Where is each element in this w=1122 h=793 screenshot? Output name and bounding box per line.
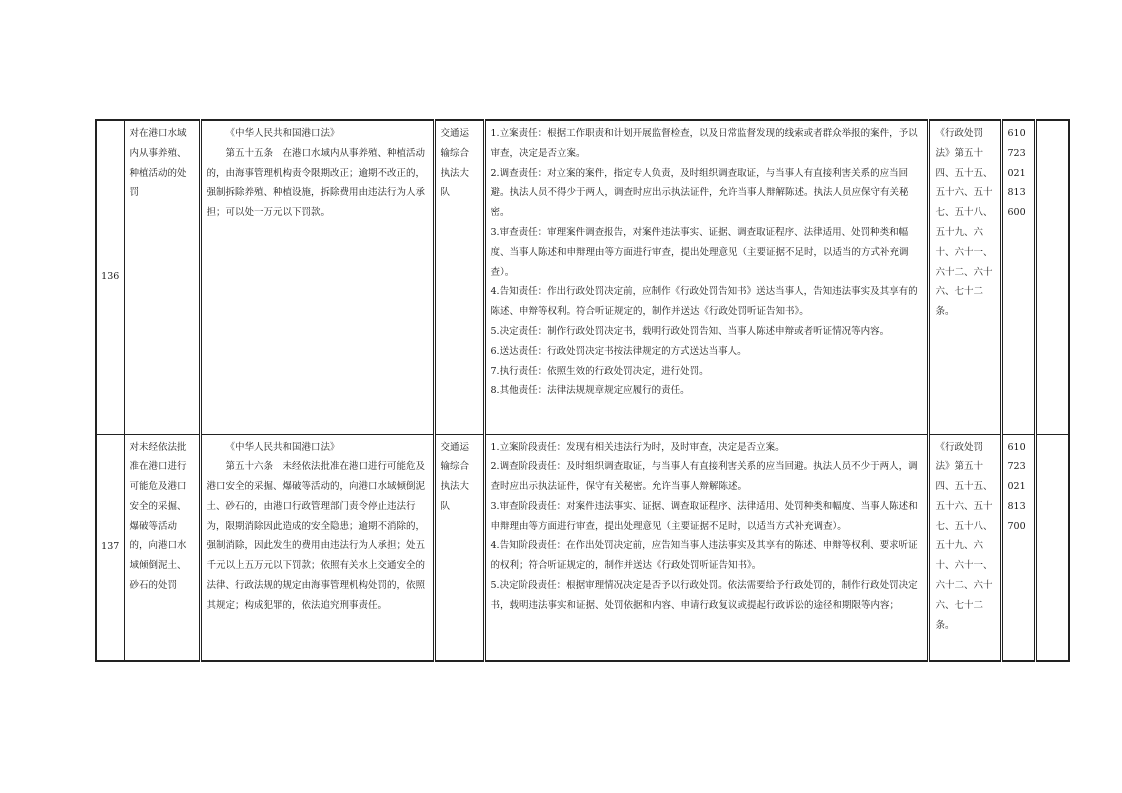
responsibilities-cell xyxy=(484,120,928,434)
item-number: 137 xyxy=(96,434,124,661)
responsibility-item: 6.送达责任：行政处罚决定书按法律规定的方式送达当事人。 xyxy=(490,345,747,357)
responsibility-item: 1.立案责任：根据工作职责和计划开展监督检查，以及日常监督发现的线索或者群众举报的案件，予以审查，决定是否立案。 xyxy=(490,128,918,159)
responsibility-item: 4.告知责任：作出行政处罚决定前，应制作《行政处罚告知书》送达当事人，告知违法事实及其享有的陈述、申辩等权利。符合听证规定的，制作并送达《行政处罚听证告知书》。 xyxy=(490,286,918,318)
legal-basis-cell xyxy=(200,434,434,661)
table-row xyxy=(96,434,1069,661)
responsibility-item: 7.执行责任：依照生效的行政处罚决定，进行处罚。 xyxy=(490,365,709,377)
responsibility-item: 4.告知阶段责任：在作出处罚决定前，应告知当事人违法事实及其享有的陈述、申辩等权利、要求听证的权利；符合听证规定的，制作并送达《行政处罚听证告知书》。 xyxy=(490,540,918,572)
item-name: 对未经依法批准在港口进行可能危及港口安全的采掘、爆破等活动的，向港口水域倾倒泥土、砂石的处罚 xyxy=(124,434,200,661)
item-code: 610723021813600 xyxy=(1001,120,1035,434)
law-article: 第五十六条 未经依法批准在港口进行可能危及港口安全的采掘、爆破等活动的，向港口水域倾倒泥土、砂石的，由港口行政管理部门责令停止违法行为，限期消除因此造成的安全隐患；逾期不消除的，强制消除，因此发生的费用由违法行为人承担；处五千元以上五万元以下罚款；依照有关水上交通安全的法律、行政法规的规定由海事管理机构处罚的，依照其规定；构成犯罪的，依法追究刑事责任。 xyxy=(206,461,426,611)
table-row xyxy=(96,120,1069,434)
item-name: 对在港口水域内从事养殖、种植活动的处罚 xyxy=(124,120,200,434)
implementing-department: 交通运输综合执法大队 xyxy=(434,434,484,661)
power-list-table xyxy=(95,119,1070,662)
remark xyxy=(1035,120,1069,434)
accountability-basis: 《行政处罚法》第五十四、五十五、五十六、五十七、五十八、五十九、六十、六十一、六十二、六十六、七十二条。 xyxy=(928,434,1001,661)
law-title: 《中华人民共和国港口法》 xyxy=(225,441,340,453)
law-article: 第五十五条 在港口水域内从事养殖、种植活动的，由海事管理机构责令限期改正；逾期不改正的，强制拆除养殖、种植设施，拆除费用由违法行为人承担；可以处一万元以下罚款。 xyxy=(206,147,426,219)
responsibility-item: 2.调查责任：对立案的案件，指定专人负责，及时组织调查取证，与当事人有直接利害关系的应当回避。执法人员不得少于两人，调查时应出示执法证件，允许当事人辩解陈述。执法人员应保守有关秘密。 xyxy=(490,167,909,219)
implementing-department: 交通运输综合执法大队 xyxy=(434,120,484,434)
responsibility-item: 3.审查阶段责任：对案件违法事实、证据、调查取证程序、法律适用、处罚种类和幅度、当事人陈述和申辩理由等方面进行审查，提出处理意见（主要证据不足时，以适当方式补充调查）。 xyxy=(490,500,918,532)
responsibility-item: 3.审查责任：审理案件调查报告，对案件违法事实、证据、调查取证程序、法律适用、处罚种类和幅度、当事人陈述和申辩理由等方面进行审查，提出处理意见（主要证据不足时，以适当的方式补充调查）。 xyxy=(490,226,909,278)
accountability-basis: 《行政处罚法》第五十四、五十五、五十六、五十七、五十八、五十九、六十、六十一、六十二、六十六、七十二条。 xyxy=(928,120,1001,434)
item-code: 610723021813700 xyxy=(1001,434,1035,661)
responsibility-item: 5.决定责任：制作行政处罚决定书，载明行政处罚告知、当事人陈述申辩或者听证情况等内容。 xyxy=(490,325,890,337)
remark xyxy=(1035,434,1069,661)
responsibility-item: 1.立案阶段责任：发现有相关违法行为时，及时审查，决定是否立案。 xyxy=(490,441,785,453)
legal-basis-cell xyxy=(200,120,434,434)
responsibility-item: 2.调查阶段责任：及时组织调查取证，与当事人有直接利害关系的应当回避。执法人员不少于两人，调查时应出示执法证件，保守有关秘密。允许当事人辩解陈述。 xyxy=(490,461,918,493)
responsibility-item: 8.其他责任：法律法规规章规定应履行的责任。 xyxy=(490,385,690,397)
law-title: 《中华人民共和国港口法》 xyxy=(225,128,340,139)
responsibilities-cell xyxy=(484,434,928,661)
item-number: 136 xyxy=(96,120,124,434)
responsibility-item: 5.决定阶段责任：根据审理情况决定是否予以行政处罚。依法需要给予行政处罚的，制作行政处罚决定书，载明违法事实和证据、处罚依据和内容、申请行政复议或提起行政诉讼的途径和期限等内容； xyxy=(490,580,918,611)
